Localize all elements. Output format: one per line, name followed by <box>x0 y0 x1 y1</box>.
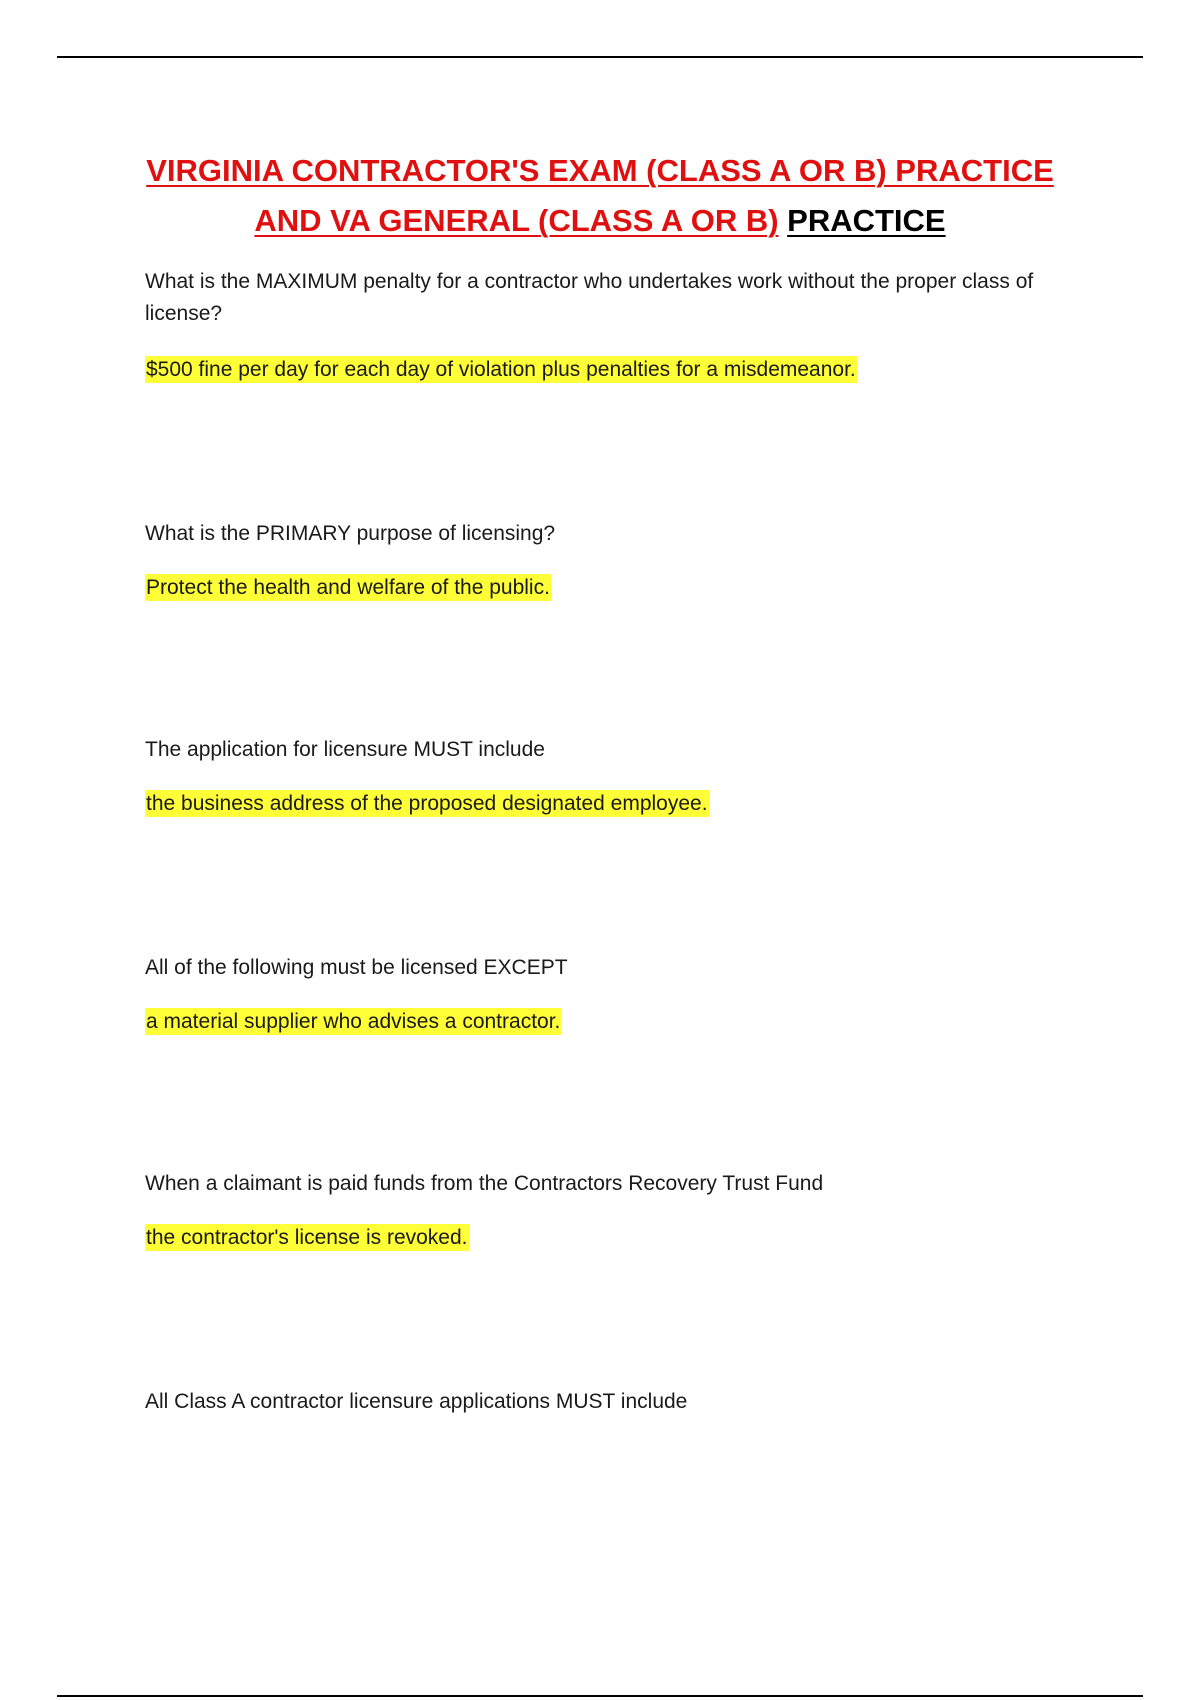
answer-1-highlight: $500 fine per day for each day of violation plus penalties for a misdemeanor. <box>146 358 856 381</box>
document-title <box>120 146 1080 246</box>
title-line-1: VIRGINIA CONTRACTOR'S EXAM (CLASS A OR B) PRACTICE <box>146 153 1054 188</box>
answer-5 <box>145 1222 469 1254</box>
question-5: When a claimant is paid funds from the Contractors Recovery Trust Fund <box>145 1172 824 1195</box>
answer-2-highlight: Protect the health and welfare of the public. <box>146 576 550 599</box>
question-6: All Class A contractor licensure applications MUST include <box>145 1390 688 1413</box>
title-line-2-black: PRACTICE <box>787 203 946 238</box>
title-line-2-red: AND VA GENERAL (CLASS A OR B) <box>254 203 779 238</box>
answer-3 <box>145 788 709 820</box>
answer-1 <box>145 354 857 386</box>
answer-4-highlight: a material supplier who advises a contractor. <box>146 1010 561 1033</box>
question-3: The application for licensure MUST include <box>145 738 545 761</box>
answer-5-highlight: the contractor's license is revoked. <box>146 1226 468 1249</box>
question-2: What is the PRIMARY purpose of licensing? <box>145 522 556 545</box>
bottom-rule <box>57 1695 1143 1697</box>
top-rule <box>57 56 1143 58</box>
answer-4 <box>145 1006 561 1038</box>
answer-3-highlight: the business address of the proposed designated employee. <box>146 792 708 815</box>
question-4: All of the following must be licensed EXCEPT <box>145 956 568 979</box>
question-1: What is the MAXIMUM penalty for a contractor who undertakes work without the proper class of license? <box>145 270 1034 325</box>
answer-2 <box>145 572 551 604</box>
